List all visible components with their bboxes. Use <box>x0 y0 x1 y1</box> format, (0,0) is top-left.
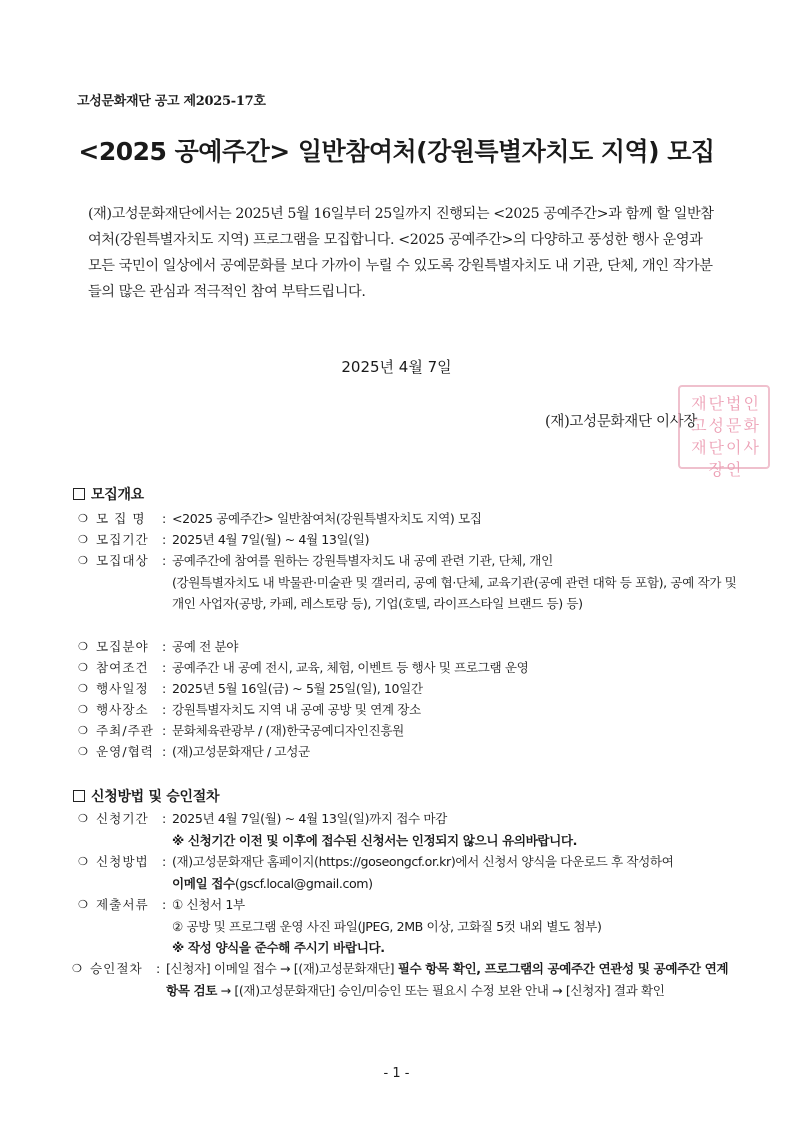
circle-bullet-icon: ❍ <box>78 724 88 737</box>
list-item: ❍ 모집기간 : 2025년 4월 7일(월) ~ 4월 13일(일) <box>78 529 738 551</box>
circle-bullet-icon: ❍ <box>78 812 88 825</box>
notice-number: 고성문화재단 공고 제2025-17호 <box>77 94 266 109</box>
circle-bullet-icon: ❍ <box>78 898 88 911</box>
list-item: ❍ 모집대상 : 공예주간에 참여를 원하는 강원특별자치도 내 공예 관련 기관, 단체, 개인 (강원특별자치도 내 박물관·미술관 및 갤러리, 공예 협·단체, 교육기관(공예 관련 대학 등 포함), 공예 작가 및 개인 사업자(공방, 카페, 레스토랑 등), 기업(호텔, 라이프스타일 브랜드 등) 등) <box>78 550 738 615</box>
circle-bullet-icon: ❍ <box>78 661 88 674</box>
circle-bullet-icon: ❍ <box>78 640 88 653</box>
circle-bullet-icon: ❍ <box>78 855 88 868</box>
circle-bullet-icon: ❍ <box>78 703 88 716</box>
checkbox-square-icon <box>73 790 85 802</box>
official-seal-stamp <box>678 385 770 479</box>
list-item: ❍ 승인절차 : [신청자] 이메일 접수 → [(재)고성문화재단] 필수 항목 확인, 프로그램의 공예주간 연관성 및 공예주간 연계 항목 검토 → [(재)고성문화재단] 승인/미승인 또는 필요시 수정 보완 안내 → [신청자] 결과 확인 <box>72 958 742 1001</box>
checkbox-square-icon <box>73 488 85 500</box>
issuing-organization: (재)고성문화재단 이사장 <box>545 414 698 430</box>
circle-bullet-icon: ❍ <box>78 554 88 567</box>
list-item: ❍ 행사장소 : 강원특별자치도 지역 내 공예 공방 및 연계 장소 <box>78 699 738 721</box>
section-heading-overview: 모집개요 <box>73 484 144 504</box>
list-item: ❍ 행사일정 : 2025년 5월 16일(금) ~ 5월 25일(일), 10일간 <box>78 678 738 700</box>
page-title: <2025 공예주간> 일반참여처(강원특별자치도 지역) 모집 <box>78 137 715 166</box>
list-item: ❍ 주최/주관 : 문화체육관광부 / (재)한국공예디자인진흥원 <box>78 720 738 742</box>
circle-bullet-icon: ❍ <box>78 745 88 758</box>
list-item: ❍ 운영/협력 : (재)고성문화재단 / 고성군 <box>78 741 738 763</box>
intro-paragraph: (재)고성문화재단에서는 2025년 5월 16일부터 25일까지 진행되는 <2025 공예주간>과 함께 할 일반참여처(강원특별자치도 지역) 프로그램을 모집합니다. <2025 공예주간>의 다양하고 풍성한 행사 운영과 모든 국민이 일상에서 공예문화를 보다 가까이 누릴 수 있도록 강원특별자치도 내 기관, 단체, 개인 작가분들의 많은 관심과 적극적인 참여 부탁드립니다. <box>88 206 714 300</box>
announcement-date: 2025년 4월 7일 <box>341 358 452 376</box>
list-item: ❍ 모집분야 : 공예 전 분야 <box>78 636 738 658</box>
circle-bullet-icon: ❍ <box>78 682 88 695</box>
list-item: ❍ 모 집 명 : <2025 공예주간> 일반참여처(강원특별자치도 지역) 모집 <box>78 508 738 530</box>
list-item: ❍ 제출서류 : ① 신청서 1부 ② 공방 및 프로그램 운영 사진 파일(JPEG, 2MB 이상, 고화질 5컷 내외 별도 첨부) ※ 작성 양식을 준수해 주시기 바랍니다. <box>78 894 738 959</box>
list-item: ❍ 신청방법 : (재)고성문화재단 홈페이지(https://goseongcf.or.kr)에서 신청서 양식을 다운로드 후 작성하여 이메일 접수(gscf.local@gmail.com) <box>78 851 738 894</box>
circle-bullet-icon: ❍ <box>78 512 88 525</box>
list-item: ❍ 신청기간 : 2025년 4월 7일(월) ~ 4월 13일(일)까지 접수 마감 ※ 신청기간 이전 및 이후에 접수된 신청서는 인정되지 않으니 유의바랍니다. <box>78 808 738 851</box>
section-heading-application: 신청방법 및 승인절차 <box>73 786 219 806</box>
list-item: ❍ 참여조건 : 공예주간 내 공예 전시, 교육, 체험, 이벤트 등 행사 및 프로그램 운영 <box>78 657 738 679</box>
page-number: - 1 - <box>383 1066 410 1081</box>
seal-text: 재단법인고성문화재단이사장인 <box>691 394 761 479</box>
circle-bullet-icon: ❍ <box>72 962 82 975</box>
circle-bullet-icon: ❍ <box>78 533 88 546</box>
